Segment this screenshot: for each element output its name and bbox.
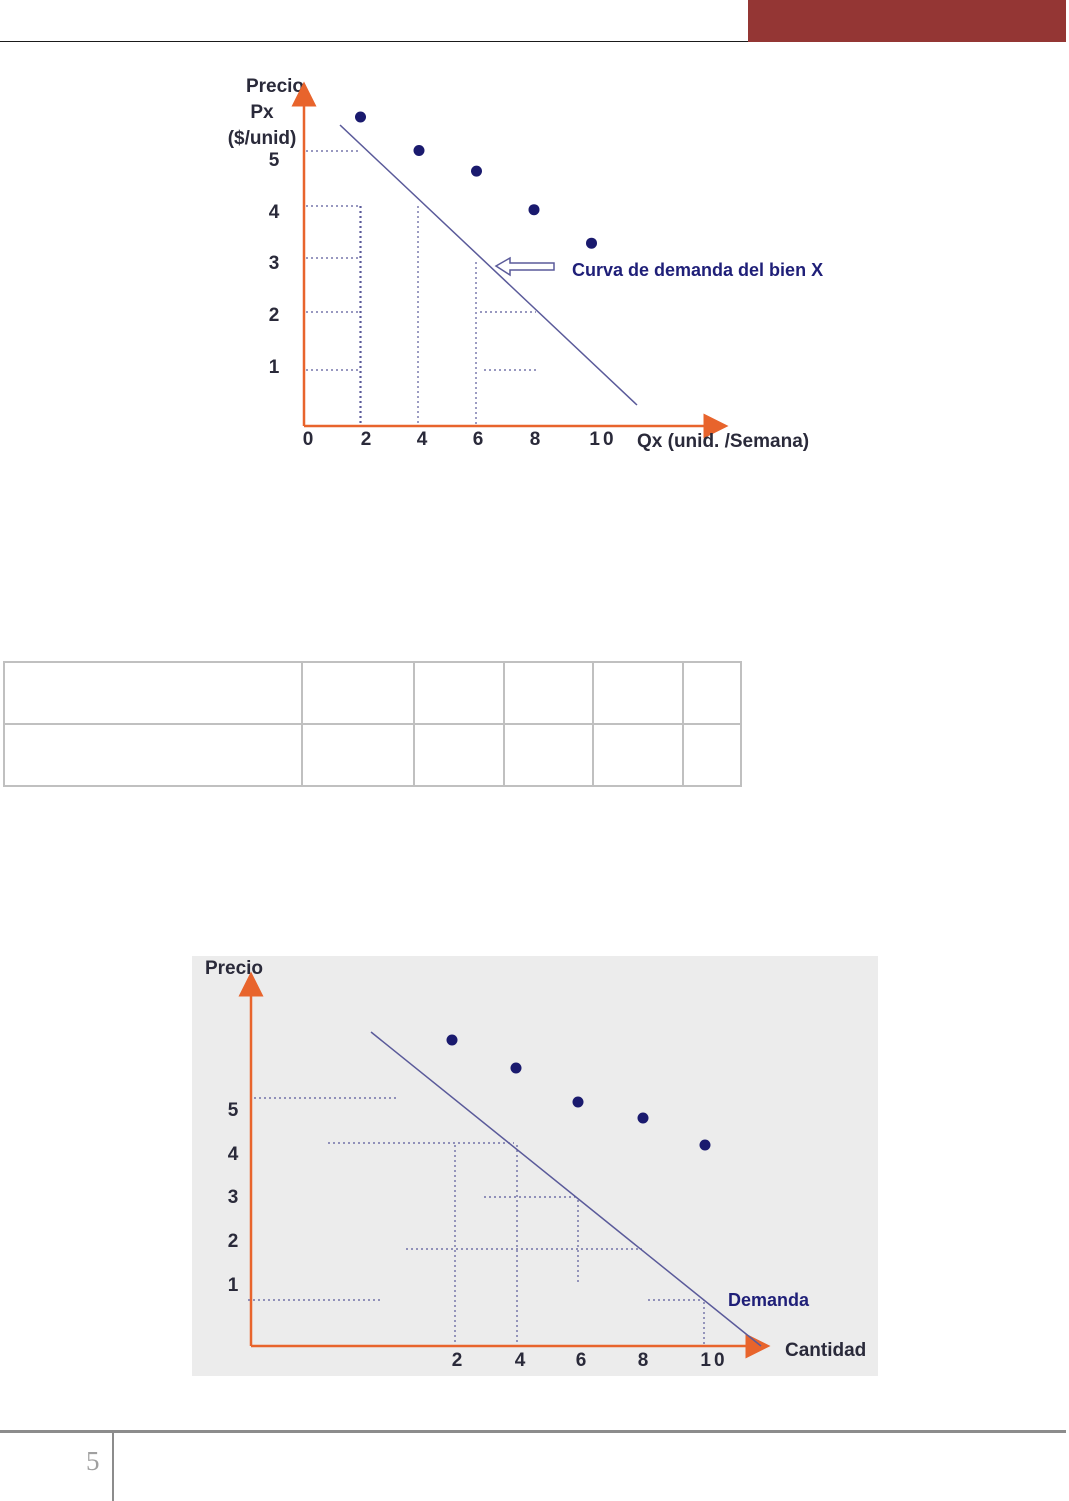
chart1-point-3 <box>471 166 482 177</box>
chart2-ytick-2: 2 <box>227 1231 239 1252</box>
table-cell <box>593 662 683 724</box>
chart2-background <box>192 956 878 1376</box>
chart1-ytick-5: 5 <box>268 150 280 171</box>
chart-1 <box>228 76 823 452</box>
table-cell <box>414 724 504 786</box>
chart2-ytick-4: 4 <box>227 1144 239 1165</box>
empty-data-table <box>3 661 742 787</box>
chart1-xtick-0: 0 <box>302 429 314 450</box>
chart2-xtick-10: 10 <box>700 1350 728 1371</box>
chart2-point-4 <box>638 1113 649 1124</box>
chart2-ytick-1: 1 <box>227 1275 239 1296</box>
table-cell <box>4 724 302 786</box>
chart2-ytick-5: 5 <box>227 1100 239 1121</box>
table-cell <box>683 724 741 786</box>
chart1-points <box>355 112 597 249</box>
chart1-point-4 <box>529 204 540 215</box>
footer-separator <box>112 1433 114 1501</box>
chart1-xlabel: Qx (unid. /Semana) <box>637 431 810 452</box>
chart1-ytick-1: 1 <box>268 357 280 378</box>
table-cell <box>504 724 593 786</box>
chart2-xlabel: Cantidad <box>785 1340 867 1361</box>
chart2-point-3 <box>573 1097 584 1108</box>
chart1-guide-lines <box>306 151 536 424</box>
chart1-xtick-2: 2 <box>360 429 372 450</box>
chart2-line-label: Demanda <box>728 1290 810 1310</box>
chart1-ytick-3: 3 <box>268 253 280 274</box>
table-cell <box>504 662 593 724</box>
chart1-xtick-10: 10 <box>589 429 617 450</box>
chart1-xtick-8: 8 <box>529 429 541 450</box>
chart1-annotation: Curva de demanda del bien X <box>572 260 824 280</box>
table-row <box>4 662 741 724</box>
page-number: 5 <box>86 1446 100 1476</box>
chart2-point-5 <box>700 1140 711 1151</box>
chart2-xtick-8: 8 <box>637 1350 649 1371</box>
chart2-ylabel: Precio <box>204 958 264 979</box>
chart1-xtick-6: 6 <box>472 429 484 450</box>
chart1-xtick-4: 4 <box>416 429 428 450</box>
table-cell <box>4 662 302 724</box>
chart2-point-2 <box>511 1063 522 1074</box>
chart2-xtick-4: 4 <box>514 1350 526 1371</box>
table-cell <box>683 662 741 724</box>
table-cell <box>302 662 414 724</box>
chart2-point-1 <box>447 1035 458 1046</box>
chart1-ylabel-line1: Precio <box>245 76 305 97</box>
table-cell <box>593 724 683 786</box>
footer-rule <box>0 1430 1066 1433</box>
table-cell <box>302 724 414 786</box>
chart1-ytick-4: 4 <box>268 202 280 223</box>
chart1-ylabel-line3: ($/unid) <box>227 128 297 149</box>
chart-2 <box>192 956 878 1376</box>
table-cell <box>414 662 504 724</box>
table-row <box>4 724 741 786</box>
chart1-point-1 <box>355 112 366 123</box>
chart1-annotation-arrow <box>496 258 554 275</box>
chart2-ytick-3: 3 <box>227 1187 239 1208</box>
chart1-ylabel-line2: Px <box>250 102 274 123</box>
chart2-xtick-6: 6 <box>575 1350 587 1371</box>
chart2-xtick-2: 2 <box>451 1350 463 1371</box>
chart1-point-2 <box>414 145 425 156</box>
chart1-ytick-2: 2 <box>268 305 280 326</box>
chart1-point-5 <box>586 238 597 249</box>
